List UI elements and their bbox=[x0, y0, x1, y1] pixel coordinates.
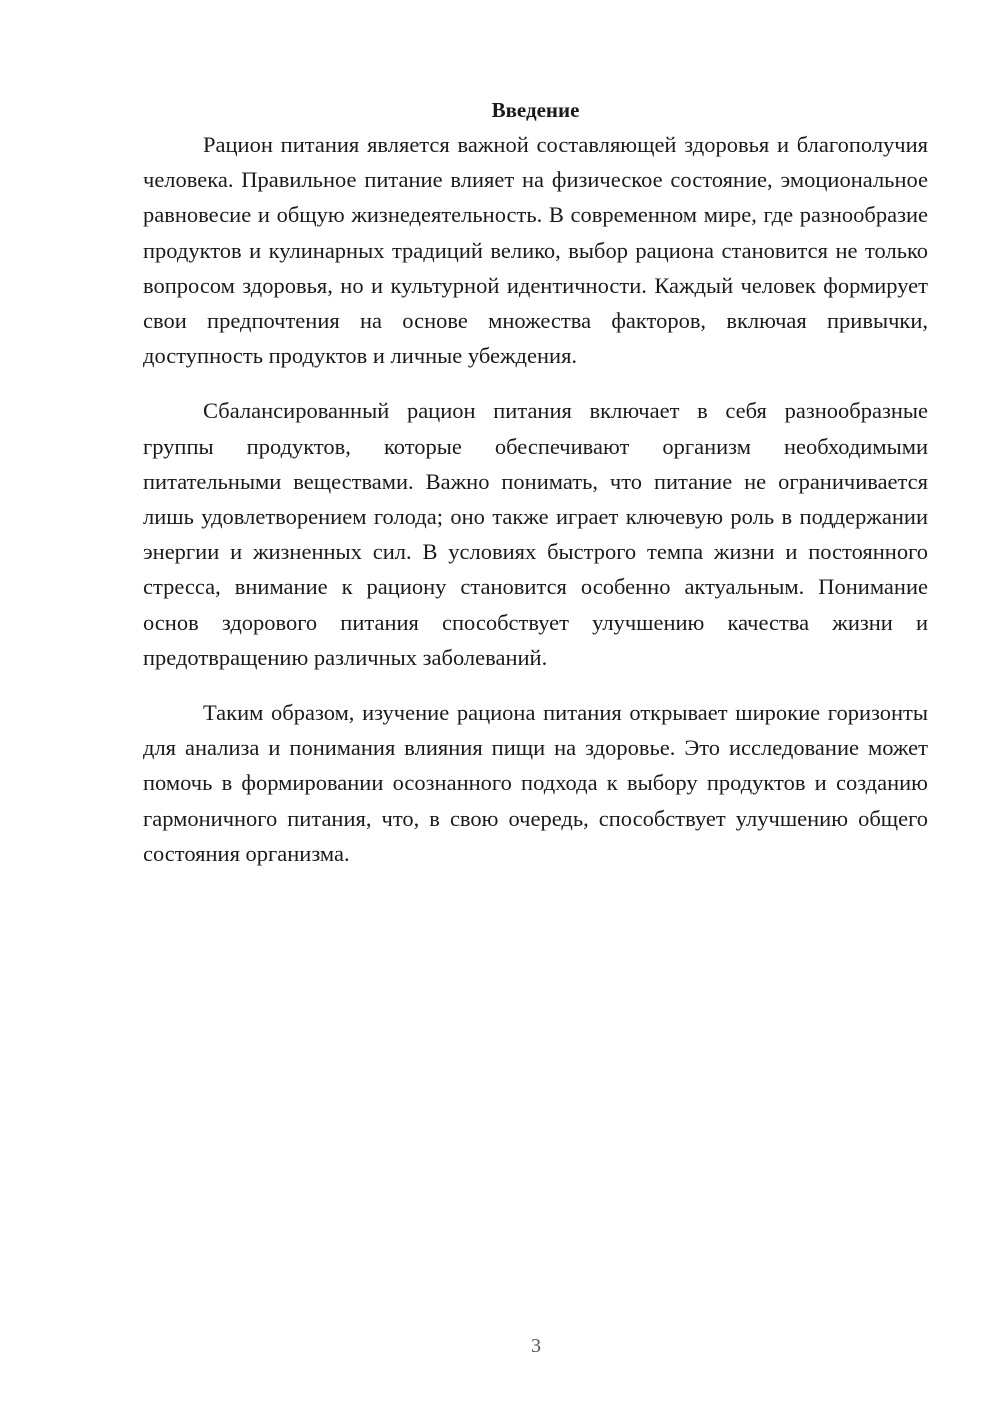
paragraph-2: Сбалансированный рацион питания включает в себя разнообразные группы продуктов, которые обеспечивают организм необходимыми питательными веществами. Важно понимать, что питание не ограничивается лишь удовлетворением голода; оно также играет ключевую роль в поддержании энергии и жизненных сил. В условиях быстрого темпа жизни и постоянного стресса, внимание к рациону становится особенно актуальным. Понимание основ здорового питания способствует улучшению качества жизни и предотвращению различных заболеваний. bbox=[143, 398, 928, 670]
section-heading: Введение bbox=[491, 98, 580, 122]
page-content bbox=[143, 95, 928, 891]
paragraph-3: Таким образом, изучение рациона питания открывает широкие горизонты для анализа и понимания влияния пищи на здоровье. Это исследование может помочь в формировании осознанного подхода к выбору продуктов и созданию гармоничного питания, что, в свою очередь, способствует улучшению общего состояния организма. bbox=[143, 700, 928, 866]
page-number: 3 bbox=[531, 1335, 541, 1357]
paragraph-1: Рацион питания является важной составляющей здоровья и благополучия человека. Правильное питание влияет на физическое состояние, эмоциональное равновесие и общую жизнедеятельность. В современном мире, где разнообразие продуктов и кулинарных традиций велико, выбор рациона становится не только вопросом здоровья, но и культурной идентичности. Каждый человек формирует свои предпочтения на основе множества факторов, включая привычки, доступность продуктов и личные убеждения. bbox=[143, 132, 928, 369]
